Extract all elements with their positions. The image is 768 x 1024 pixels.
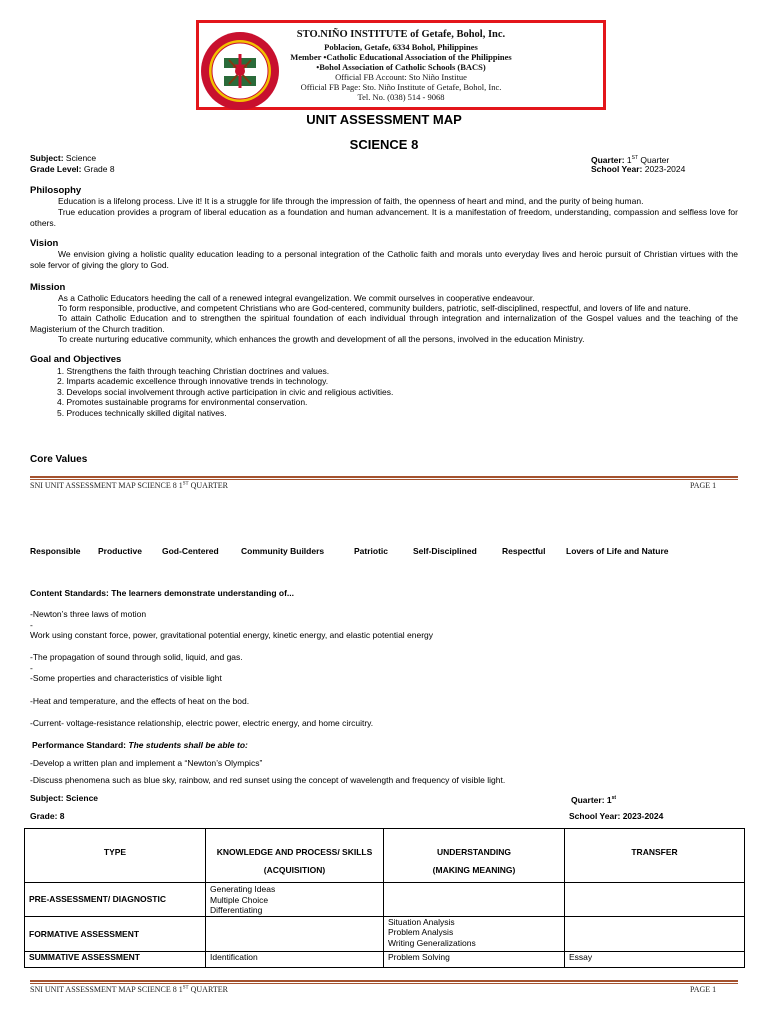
header-transfer: TRANSFER bbox=[565, 829, 745, 883]
row-type: SUMMATIVE ASSESSMENT bbox=[25, 951, 206, 967]
footer-page-number: PAGE 1 bbox=[690, 481, 717, 490]
page-subtitle: SCIENCE 8 bbox=[349, 137, 419, 152]
content-standard-item: -Current- voltage-resistance relationship, electric power, electric energy, and home circuitry. bbox=[30, 718, 374, 728]
footer-text-end: QUARTER bbox=[188, 481, 228, 490]
philosophy-heading: Philosophy bbox=[30, 185, 82, 196]
quarter-info-2 bbox=[571, 793, 616, 805]
content-standard-item: -Some properties and characteristics of visible light bbox=[30, 673, 222, 683]
footer-page-number: PAGE 1 bbox=[690, 985, 717, 994]
footer-suffix: ST bbox=[182, 481, 189, 487]
goal-item: 4. Promotes sustainable programs for environmental conservation. bbox=[57, 397, 308, 407]
membership-ceap: Member •Catholic Educational Association of the Philippines bbox=[290, 52, 512, 62]
goal-item: 2. Imparts academic excellence through innovative trends in technology. bbox=[57, 376, 329, 386]
school-year-info bbox=[591, 164, 685, 175]
core-value: Community Builders bbox=[241, 546, 325, 556]
vision-heading: Vision bbox=[30, 238, 59, 249]
row-understanding-cell bbox=[384, 916, 565, 951]
grade-info bbox=[30, 164, 115, 175]
quarter-text-2: Quarter: 1 bbox=[571, 794, 612, 805]
quarter-label: Quarter: bbox=[591, 154, 625, 165]
school-year-info-2: School Year: 2023-2024 bbox=[569, 811, 664, 821]
goal-item: 3. Develops social involvement through active participation in civic and religious activities. bbox=[57, 387, 394, 397]
school-address: Poblacion, Getafe, 6334 Bohol, Philippines bbox=[324, 42, 478, 52]
footer-text: SNI UNIT ASSESSMENT MAP SCIENCE 8 1 bbox=[30, 481, 183, 490]
row-transfer-cell bbox=[565, 916, 745, 951]
row-kp-cell bbox=[206, 916, 384, 951]
performance-standard-label: Performance Standard: bbox=[32, 740, 126, 750]
content-standard-item: -Heat and temperature, and the effects of heat on the bod. bbox=[30, 696, 250, 706]
performance-standard-heading bbox=[32, 740, 248, 751]
quarter-suffix: ST bbox=[631, 155, 639, 161]
core-value: Responsible bbox=[30, 546, 81, 556]
subject-info-2: Subject: Science bbox=[30, 793, 99, 803]
core-value: Productive bbox=[98, 546, 142, 556]
assessment-table bbox=[24, 828, 745, 968]
header-understanding bbox=[384, 829, 565, 883]
table-row bbox=[25, 951, 745, 967]
core-value: Patriotic bbox=[354, 546, 389, 556]
goals-heading: Goal and Objectives bbox=[30, 354, 122, 365]
header-kp-line2: (ACQUISITION) bbox=[263, 865, 326, 875]
subject-info bbox=[30, 153, 96, 164]
footer-divider bbox=[30, 479, 738, 480]
core-value: Self-Disciplined bbox=[413, 546, 477, 556]
table-header-row bbox=[25, 829, 745, 883]
school-year-label: School Year: bbox=[591, 164, 643, 174]
header-kp-line1: KNOWLEDGE AND PROCESS/ SKILLS bbox=[216, 847, 373, 857]
footer-left bbox=[30, 481, 228, 490]
footer-text-end: QUARTER bbox=[188, 985, 228, 994]
school-name: STO.NIÑO INSTITUTE of Getafe, Bohol, Inc. bbox=[296, 29, 506, 40]
quarter-number: 1 bbox=[626, 154, 632, 165]
subject-label: Subject: bbox=[30, 153, 64, 163]
mission-heading: Mission bbox=[30, 282, 66, 293]
fb-account: Official FB Account: Sto Niño Institue bbox=[335, 72, 467, 82]
row-understanding-cell bbox=[384, 883, 565, 917]
goal-item: 1. Strengthens the faith through teaching Christian doctrines and values. bbox=[57, 366, 330, 376]
page-title: UNIT ASSESSMENT MAP bbox=[306, 112, 462, 127]
content-standard-item: Work using constant force, power, gravitational potential energy, kinetic energy, and elastic potential energy bbox=[30, 630, 434, 640]
performance-standard-item: -Discuss phenomena such as blue sky, rainbow, and red sunset using the concept of wavelength and frequency of visible light. bbox=[30, 775, 506, 785]
philosophy-p2: True education provides a program of liberal education as a foundation and human advancement. It is a manifestation of freedom, understanding, compassion and selfless love for others. bbox=[30, 207, 738, 228]
grade-label: Grade Level: bbox=[30, 164, 82, 174]
school-year-value: 2023-2024 bbox=[644, 164, 686, 174]
cell-line: Situation Analysis bbox=[388, 916, 455, 927]
footer-divider bbox=[30, 476, 738, 478]
footer-divider bbox=[30, 980, 738, 982]
cell-line: Differentiating bbox=[210, 905, 263, 915]
row-transfer-cell: Essay bbox=[565, 951, 745, 967]
cell-line: Generating Ideas bbox=[210, 884, 276, 894]
core-values-heading: Core Values bbox=[30, 454, 88, 465]
goal-item: 5. Produces technically skilled digital natives. bbox=[57, 408, 227, 418]
row-type: FORMATIVE ASSESSMENT bbox=[25, 916, 206, 951]
subject-value: Science bbox=[65, 153, 97, 163]
mission-p2: To form responsible, productive, and competent Christians who are God-centered, community builders, patriotic, self-disciplined, respectful, and lovers of life and nature. bbox=[58, 303, 691, 313]
grade-value: Grade 8 bbox=[83, 164, 115, 174]
header-u-line2: (MAKING MEANING) bbox=[432, 865, 516, 875]
core-value: Respectful bbox=[502, 546, 546, 556]
header-knowledge-process bbox=[206, 829, 384, 883]
philosophy-p1: Education is a lifelong process. Live it! It is a struggle for life through the impression of faith, the openness of heart and mind, and the purity of being human. bbox=[58, 196, 644, 206]
footer-left bbox=[30, 985, 228, 994]
grade-info-2: Grade: 8 bbox=[30, 811, 65, 821]
row-kp-cell: Identification bbox=[206, 951, 384, 967]
core-value: God-Centered bbox=[162, 546, 219, 556]
quarter-word: Quarter bbox=[640, 154, 670, 165]
cell-line: Multiple Choice bbox=[210, 894, 269, 905]
performance-standard-item: -Develop a written plan and implement a “Newton’s Olympics” bbox=[30, 758, 263, 768]
quarter-suffix-2: st bbox=[611, 795, 617, 801]
mission-p3: To attain Catholic Education and to strengthen the spiritual foundation of each individual through integration and internalization of the Gospel values and the teaching of the Magisterium of the Church tradition. bbox=[30, 313, 738, 334]
content-standard-item: -Newton’s three laws of motion bbox=[30, 609, 147, 619]
vision-p1: We envision giving a holistic quality education leading to a personal integration of the Catholic faith and morals unto everyday lives and heroic pursuit of Christian virtues with the sole fervor of giving the glory to God. bbox=[30, 249, 738, 270]
table-row bbox=[25, 916, 745, 951]
mission-p4: To create nurturing educative community, which enhances the growth and development of all the persons, involved in the education Ministry. bbox=[58, 334, 585, 344]
content-standard-item: - bbox=[30, 663, 33, 673]
school-seal-icon bbox=[199, 30, 281, 112]
row-understanding-cell: Problem Solving bbox=[384, 951, 565, 967]
core-value: Lovers of Life and Nature bbox=[566, 546, 669, 556]
telephone: Tel. No. (038) 514 - 9068 bbox=[357, 92, 445, 102]
footer-text: SNI UNIT ASSESSMENT MAP SCIENCE 8 1 bbox=[30, 985, 183, 994]
mission-p1: As a Catholic Educators heeding the call of a renewed integral evangelization. We commit ourselves in cooperative endeavour. bbox=[58, 293, 535, 303]
fb-page: Official FB Page: Sto. Niño Institute of Getafe, Bohol, Inc. bbox=[300, 82, 502, 92]
content-standards-heading: Content Standards: The learners demonstrate understanding of... bbox=[30, 588, 295, 598]
content-standard-item: - bbox=[30, 620, 33, 630]
content-standard-item: -The propagation of sound through solid, liquid, and gas. bbox=[30, 652, 243, 662]
footer-divider bbox=[30, 983, 738, 984]
performance-standard-intro: The students shall be able to: bbox=[128, 740, 248, 750]
header-u-line1: UNDERSTANDING bbox=[437, 847, 511, 857]
footer-suffix: ST bbox=[182, 985, 189, 991]
cell-line: Problem Analysis bbox=[388, 927, 454, 937]
row-type: PRE-ASSESSMENT/ DIAGNOSTIC bbox=[25, 883, 206, 917]
membership-bacs: •Bohol Association of Catholic Schools (BACS) bbox=[316, 62, 486, 72]
row-transfer-cell bbox=[565, 883, 745, 917]
header-type: TYPE bbox=[25, 829, 206, 883]
row-kp-cell bbox=[206, 883, 384, 917]
cell-line: Writing Generalizations bbox=[388, 937, 476, 948]
table-row bbox=[25, 883, 745, 917]
